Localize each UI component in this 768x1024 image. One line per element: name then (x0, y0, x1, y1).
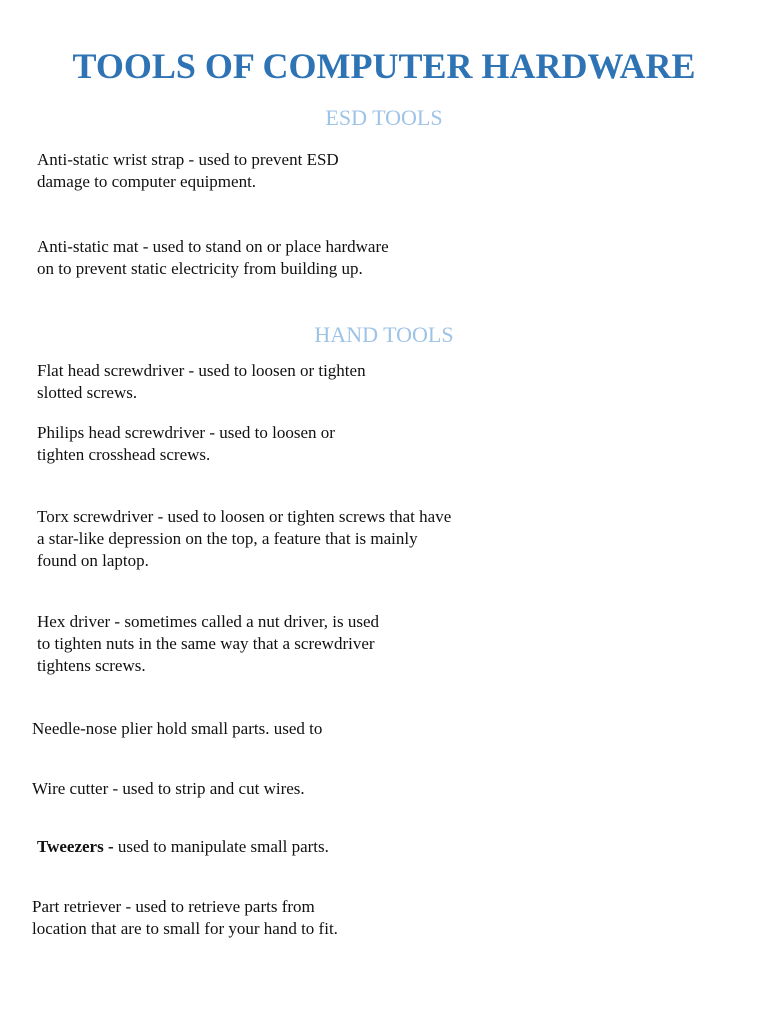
entry-line: found on laptop. (37, 551, 149, 570)
entry-tweezers (37, 836, 329, 858)
entry-needle-nose-plier (32, 718, 322, 740)
entry-line: Part retriever - used to retrieve parts from (32, 897, 315, 916)
entry-line: Torx screwdriver - used to loosen or tighten screws that have (37, 507, 452, 526)
entry-wire-cutter (32, 778, 305, 800)
entry-anti-static-wrist-strap (37, 149, 339, 193)
entry-line: to tighten nuts in the same way that a screwdriver (37, 634, 375, 653)
entry-line: tighten crosshead screws. (37, 445, 211, 464)
entry-line: Flat head screwdriver - used to loosen or tighten (37, 361, 366, 380)
entry-line (37, 836, 329, 858)
entry-line: location that are to small for your hand to fit. (32, 919, 338, 938)
entry-part-retriever (32, 896, 338, 940)
entry-philips-head-screwdriver (37, 422, 335, 466)
entry-flat-head-screwdriver (37, 360, 366, 404)
entry-term-tweezers: Tweezers - (37, 837, 114, 856)
entry-line: Wire cutter - used to strip and cut wires. (32, 779, 305, 798)
entry-line: Needle-nose plier hold small parts. used to (32, 719, 323, 738)
entry-hex-driver (37, 611, 379, 677)
entry-line: a star-like depression on the top, a feature that is mainly (37, 529, 418, 548)
entry-line: Hex driver - sometimes called a nut driver, is used (37, 612, 380, 631)
entry-line: Philips head screwdriver - used to loosen or (37, 423, 335, 442)
section-heading-esd-tools: ESD TOOLS (325, 105, 443, 130)
entry-line: Anti-static mat - used to stand on or place hardware (37, 237, 389, 256)
entry-torx-screwdriver (37, 506, 451, 572)
entry-line: Anti-static wrist strap - used to prevent ESD (37, 150, 339, 169)
entry-line: tightens screws. (37, 656, 146, 675)
page-title: TOOLS OF COMPUTER HARDWARE (72, 46, 696, 86)
entry-line: slotted screws. (37, 383, 138, 402)
entry-line: on to prevent static electricity from building up. (37, 259, 363, 278)
entry-line: damage to computer equipment. (37, 172, 257, 191)
entry-anti-static-mat (37, 236, 389, 280)
entry-description: used to manipulate small parts. (113, 837, 329, 856)
section-heading-hand-tools: HAND TOOLS (314, 322, 454, 347)
